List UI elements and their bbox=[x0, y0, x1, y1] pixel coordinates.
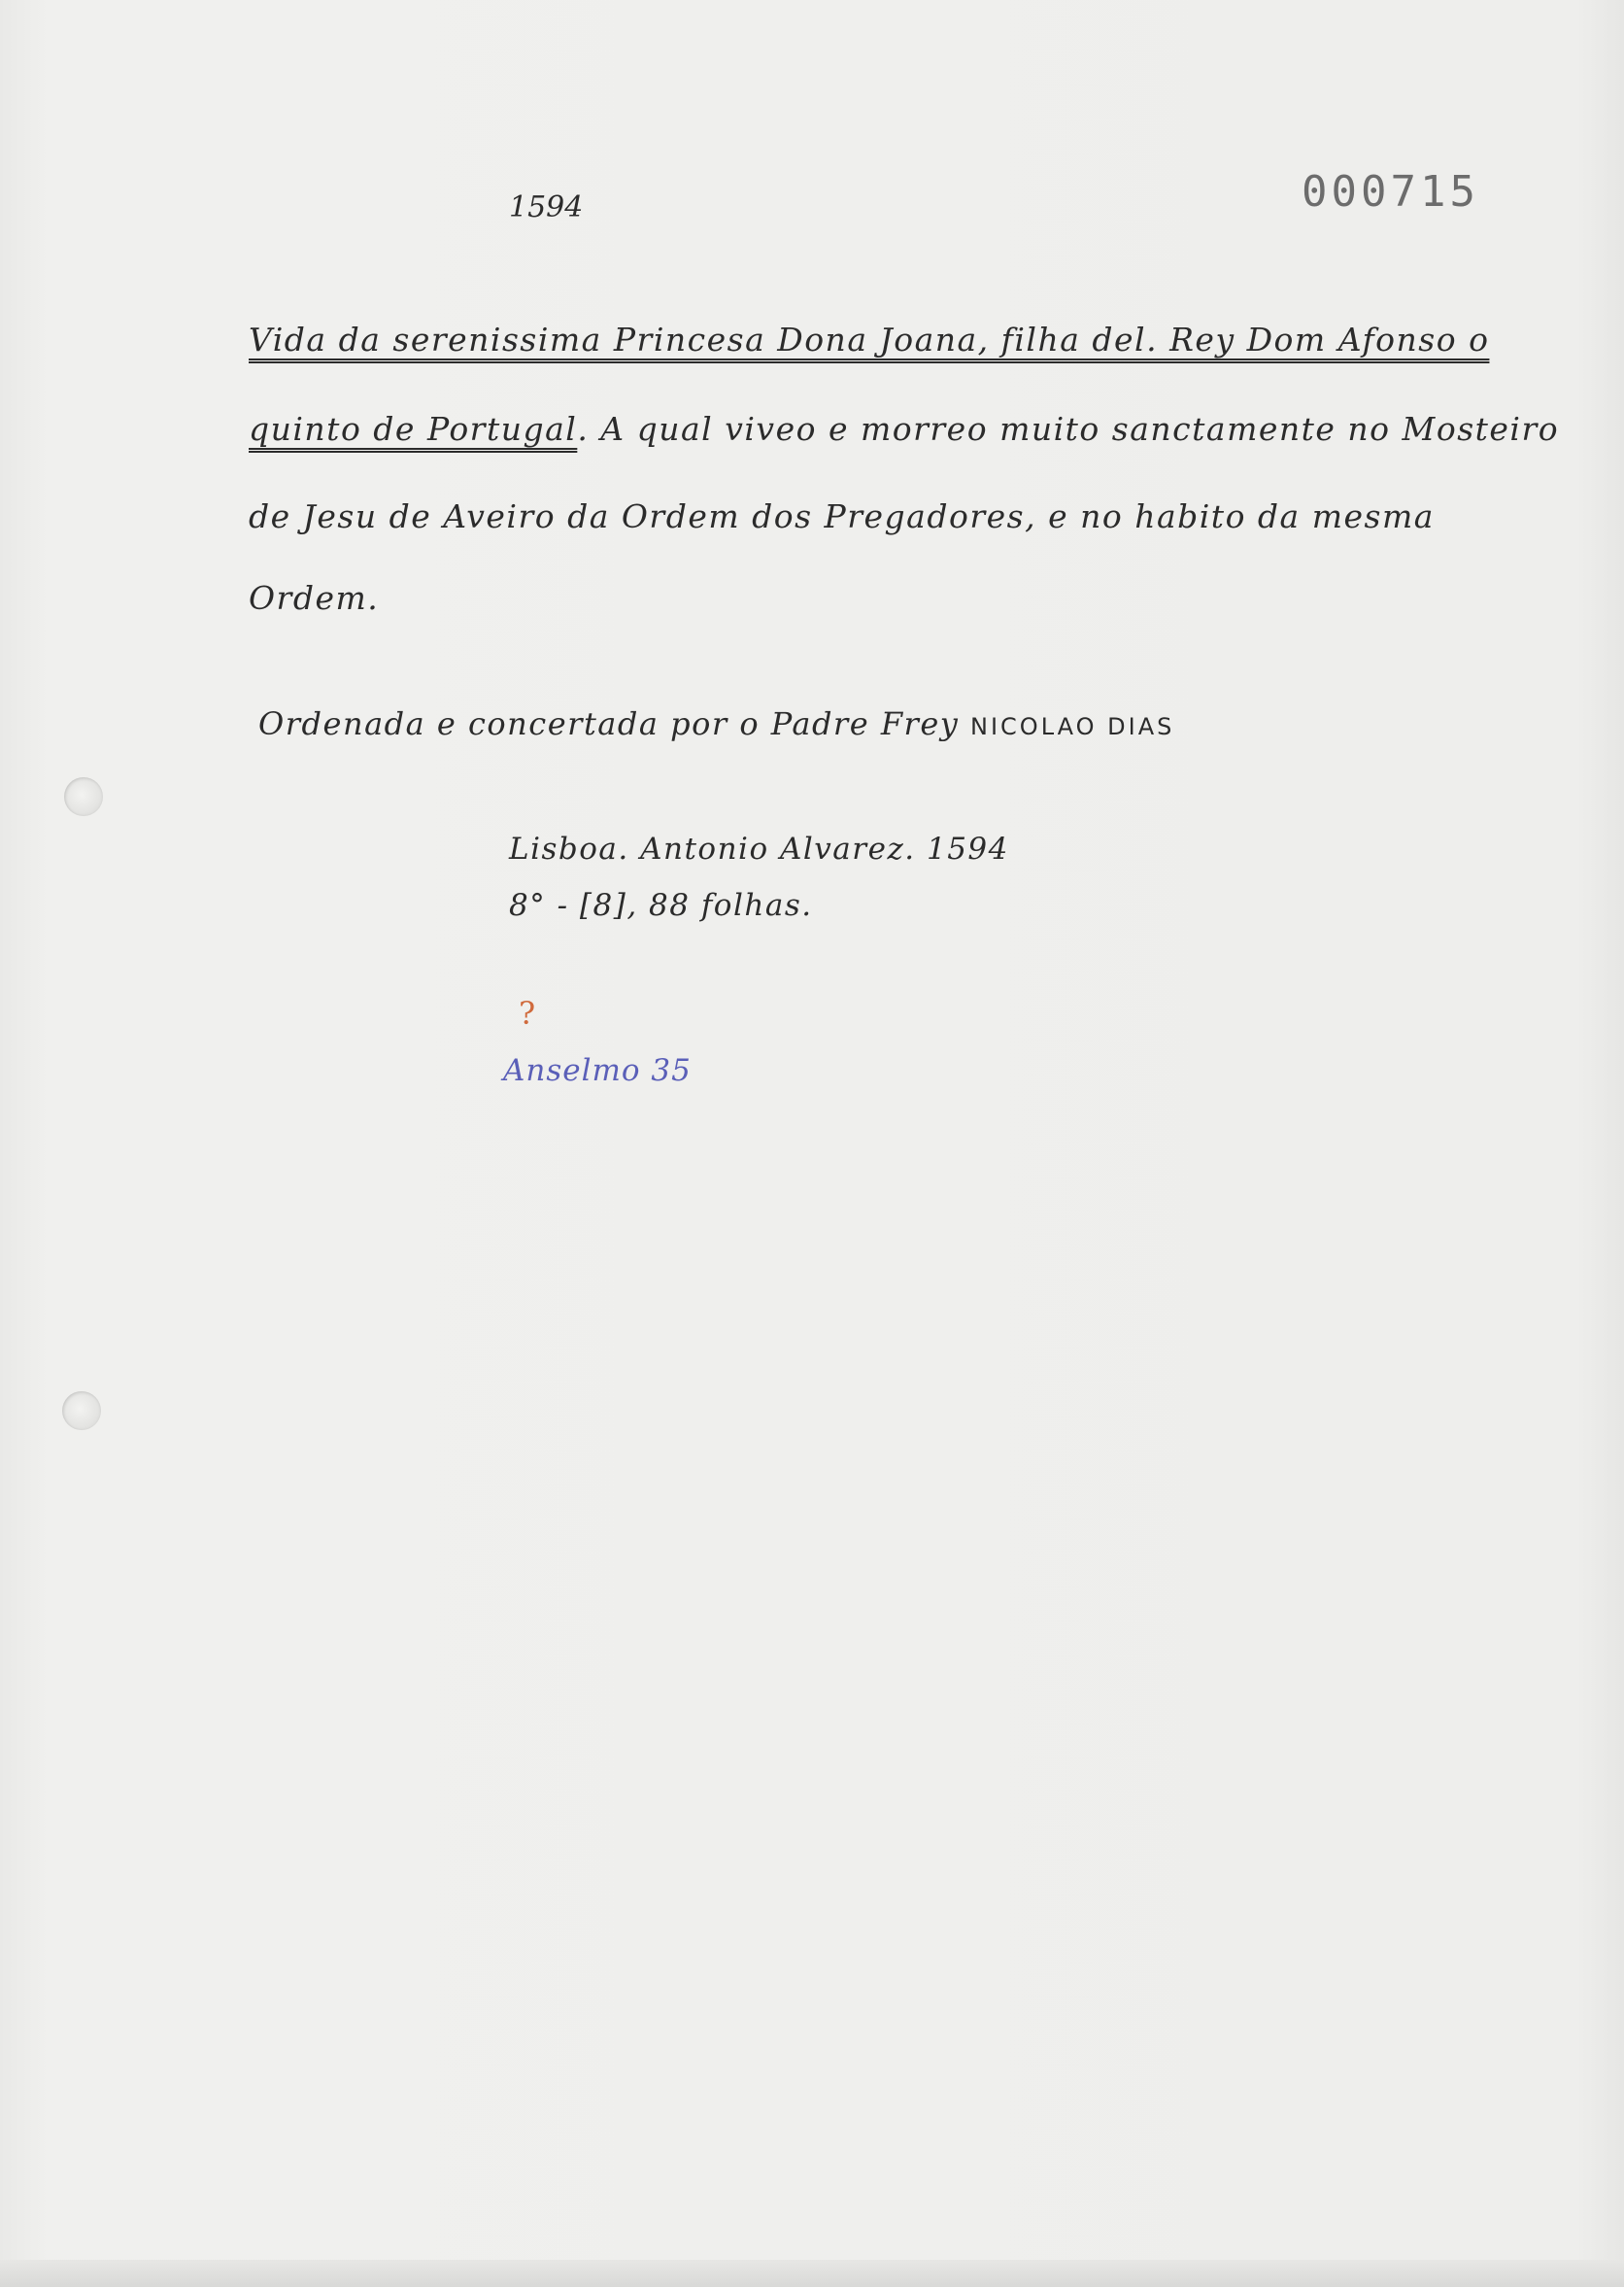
title-line-3: de Jesu de Aveiro da Ordem dos Pregadores, e no habito da mesma bbox=[249, 497, 1435, 535]
title-line-1: Vida da serenissima Princesa Dona Joana, filha del. Rey Dom Afonso o bbox=[249, 321, 1490, 358]
attribution-prefix: Ordenada e concertada por o Padre Frey bbox=[258, 705, 960, 742]
punch-hole-lower bbox=[62, 1391, 101, 1430]
punch-hole-upper bbox=[64, 777, 103, 816]
catalog-number-stamp: 000715 bbox=[1302, 167, 1479, 217]
title-line-2 bbox=[249, 410, 1559, 448]
red-query-mark: ? bbox=[519, 995, 536, 1032]
card-year: 1594 bbox=[509, 190, 584, 224]
imprint-line: Lisboa. Antonio Alvarez. 1594 bbox=[509, 832, 1009, 867]
author-name: NICOLAO DIAS bbox=[970, 713, 1175, 740]
collation-line: 8° - [8], 88 folhas. bbox=[509, 888, 813, 923]
bibliographic-reference: Anselmo 35 bbox=[503, 1053, 692, 1088]
attribution-line bbox=[258, 705, 1174, 742]
title-underlined-segment: quinto de Portugal bbox=[249, 410, 578, 448]
title-line-4: Ordem. bbox=[249, 579, 380, 617]
title-line-2-rest: . A qual viveo e morreo muito sanctamente no Mosteiro bbox=[577, 410, 1560, 448]
scan-bottom-edge bbox=[0, 2260, 1624, 2287]
